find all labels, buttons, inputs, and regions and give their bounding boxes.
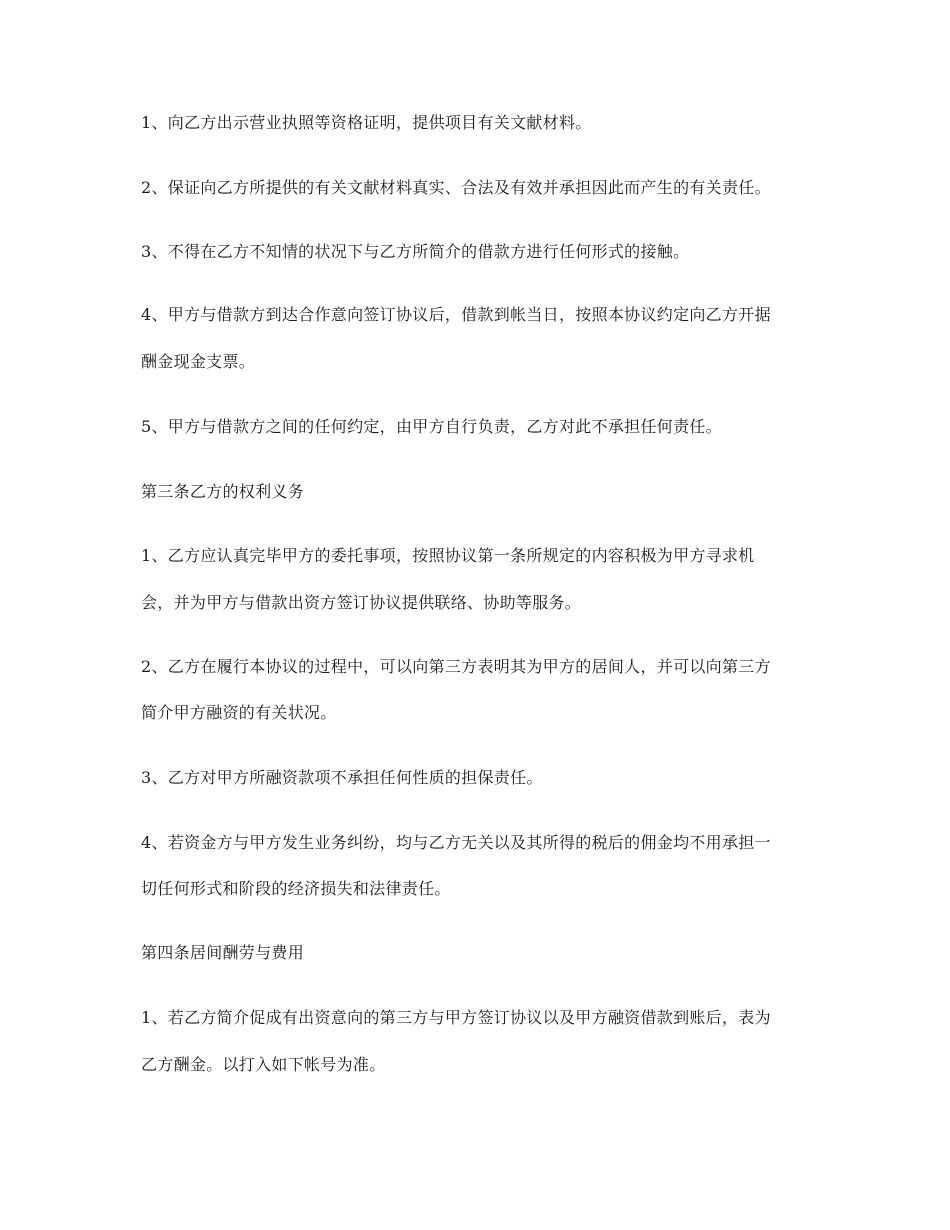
text-line: 1、向乙方出示营业执照等资格证明，提供项目有关文献材料。 bbox=[141, 113, 592, 132]
text-line: 4、甲方与借款方到达合作意向签订协议后，借款到帐当日，按照本协议约定向乙方开据 bbox=[141, 305, 771, 324]
text-line: 3、乙方对甲方所融资款项不承担任何性质的担保责任。 bbox=[141, 768, 543, 787]
text-line: 2、乙方在履行本协议的过程中，可以向第三方表明其为甲方的居间人，并可以向第三方 bbox=[141, 657, 771, 676]
text-line: 1、若乙方简介促成有出资意向的第三方与甲方签订协议以及甲方融资借款到账后，表为 bbox=[141, 1008, 771, 1027]
text-line: 5、甲方与借款方之间的任何约定，由甲方自行负责，乙方对此不承担任何责任。 bbox=[141, 417, 722, 436]
text-line: 3、不得在乙方不知情的状况下与乙方所简介的借款方进行任何形式的接触。 bbox=[141, 242, 690, 261]
text-line: 切任何形式和阶段的经济损失和法律责任。 bbox=[141, 879, 451, 898]
text-line: 酬金现金支票。 bbox=[141, 352, 256, 371]
text-line: 1、乙方应认真完毕甲方的委托事项，按照协议第一条所规定的内容积极为甲方寻求机 bbox=[141, 546, 755, 565]
text-line: 简介甲方融资的有关状况。 bbox=[141, 703, 337, 722]
section-heading: 第三条乙方的权利义务 bbox=[141, 482, 305, 501]
section-heading: 第四条居间酬劳与费用 bbox=[141, 943, 305, 962]
text-line: 4、若资金方与甲方发生业务纠纷，均与乙方无关以及其所得的税后的佣金均不用承担一 bbox=[141, 833, 771, 852]
text-line: 乙方酬金。以打入如下帐号为准。 bbox=[141, 1055, 386, 1074]
text-line: 2、保证向乙方所提供的有关文献材料真实、合法及有效并承担因此而产生的有关责任。 bbox=[141, 178, 771, 197]
text-line: 会，并为甲方与借款出资方签订协议提供联络、协助等服务。 bbox=[141, 593, 582, 612]
